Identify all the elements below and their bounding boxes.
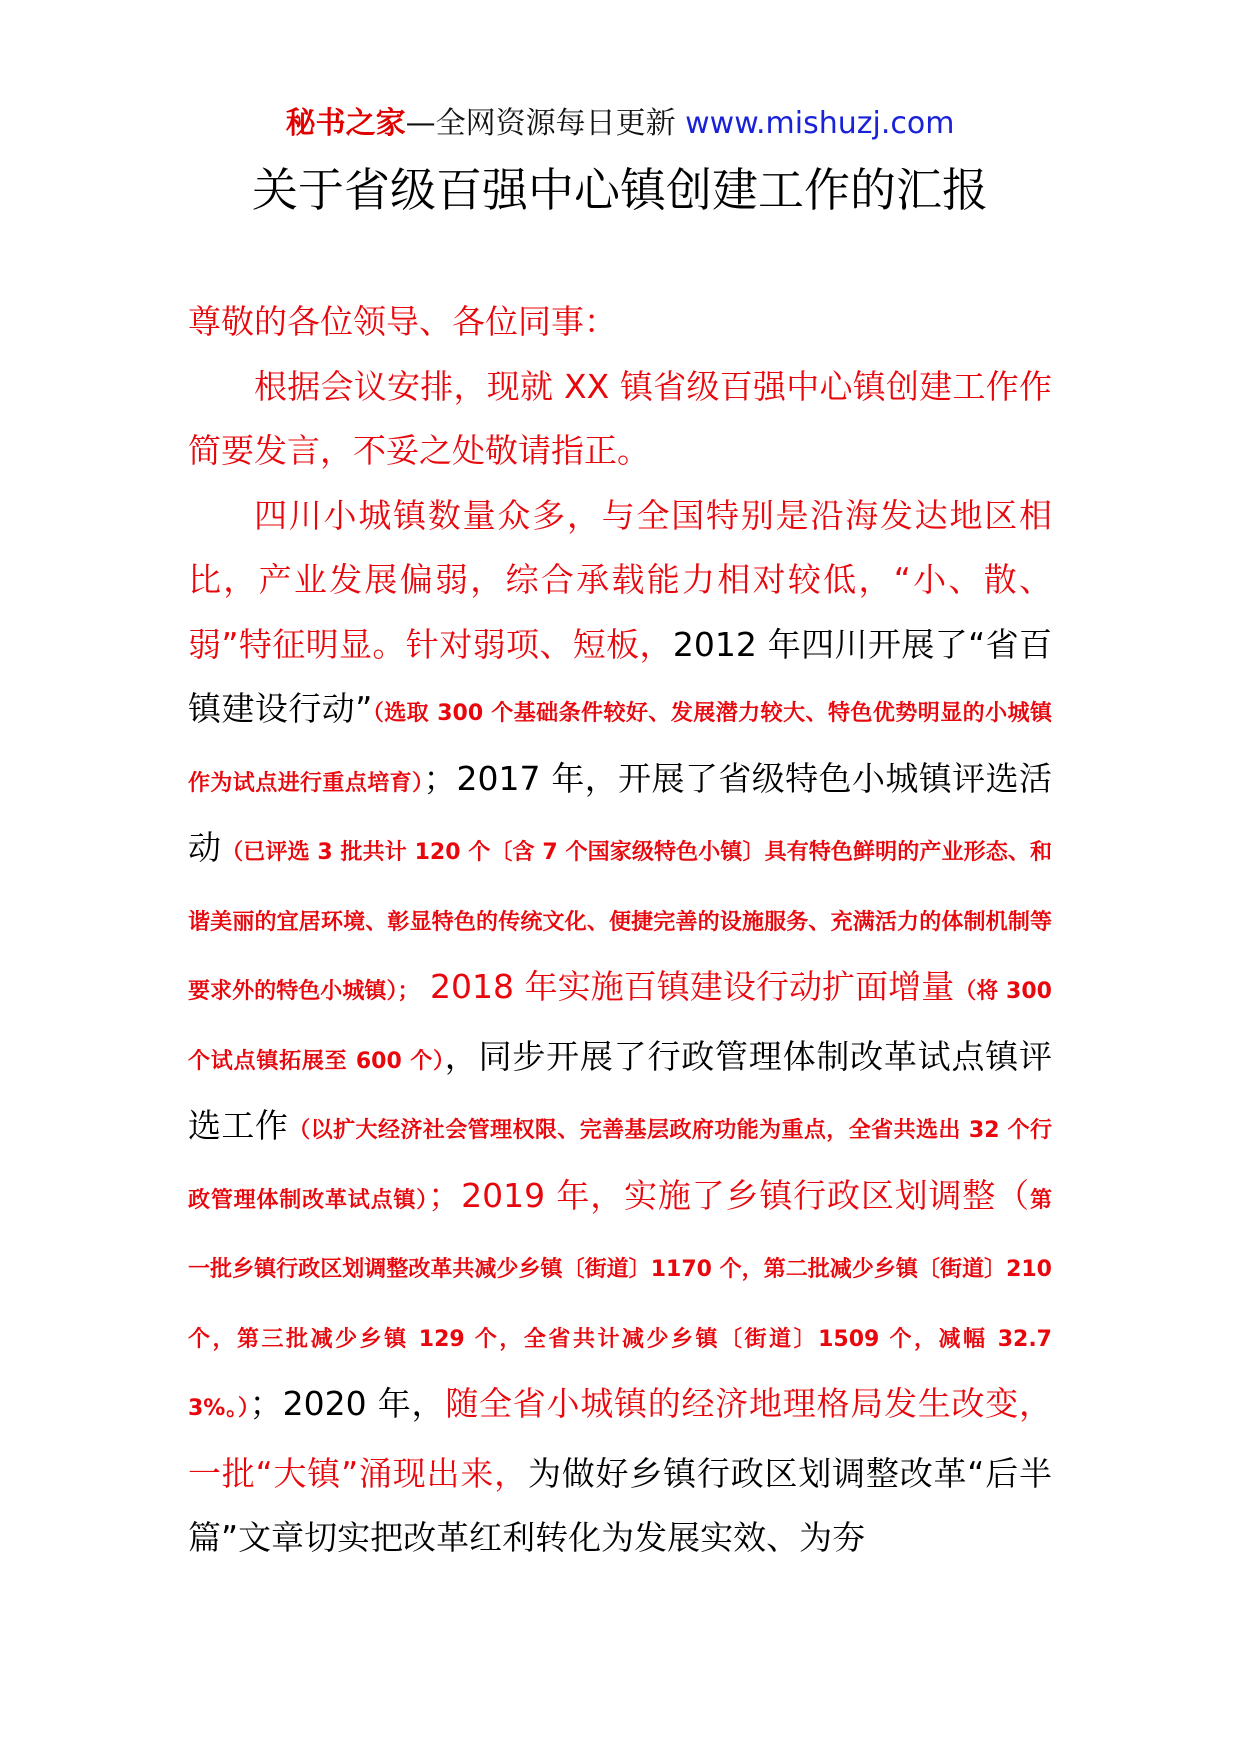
salutation: 尊敬的各位领导、各位同事： [188,302,617,341]
text-segment: 随全省小城镇的经济地理格局发生改变，一批“大镇”涌现出来， [188,1384,1052,1493]
text-segment: ，同步开展了行政管理体制改革试点镇评选工作 [188,1036,1053,1145]
brand-name[interactable]: 秘书之家 [285,106,406,141]
text-segment: ；2020 年， [249,1384,446,1423]
text-segment: 为做好乡镇行政区划调整改革“后半篇”文章切实把改革红利转化为发展实效、为夯 [188,1453,1052,1557]
site-url-link[interactable]: www.mishuzj.com [685,106,955,141]
annotation-note: （以扩大经济社会管理权限、完善基层政府功能为重点，全省共选出 32 个行政管理体制改革试点镇） [188,1118,1053,1213]
text-segment: ；2019 年，实施了乡镇行政区划调整（ [428,1175,1030,1215]
paragraph-background [188,484,1052,1571]
site-slogan: —全网资源每日更新 [405,106,686,141]
document-body [188,290,1052,1571]
text-segment: 2018 年实施百镇建设行动扩面增量 [419,967,955,1006]
site-header [0,100,1240,148]
annotation-note: （已评选 3 批共计 120 个〔含 7 个国家级特色小镇〕具有特色鲜明的产业形态、和谐美丽的宜居环境、彰显特色的传统文化、便捷完善的设施服务、充满活力的体制机制等要求外的特色小城镇）； [188,840,1053,1004]
annotation-note: 第一批乡镇行政区划调整改革共减少乡镇〔街道〕1170 个，第二批减少乡镇〔街道〕210 个，第三批减少乡镇 129 个，全省共计减少乡镇〔街道〕1509 个，减幅 32.73%。） [188,1187,1052,1421]
text-segment: 2012 年四川开展了“省百镇建设行动” [188,624,1052,728]
document-title: 关于省级百强中心镇创建工作的汇报 [252,163,988,217]
annotation-note: （选取 300 个基础条件较好、发展潜力较大、特色优势明显的小城镇作为试点进行重点培育） [188,701,1052,796]
paragraph-intro: 根据会议安排，现就 XX 镇省级百强中心镇创建工作作简要发言，不妥之处敬请指正。 [188,366,1052,470]
annotation-note: （将 300 个试点镇拓展至 600 个） [188,979,1052,1074]
text-segment: ；2017 年，开展了省级特色小城镇评选活动 [188,758,1052,867]
text-segment: 四川小城镇数量众多，与全国特别是沿海发达地区相比，产业发展偏弱，综合承载能力相对较低，“小、散、弱”特征明显。针对弱项、短板， [188,495,1052,664]
